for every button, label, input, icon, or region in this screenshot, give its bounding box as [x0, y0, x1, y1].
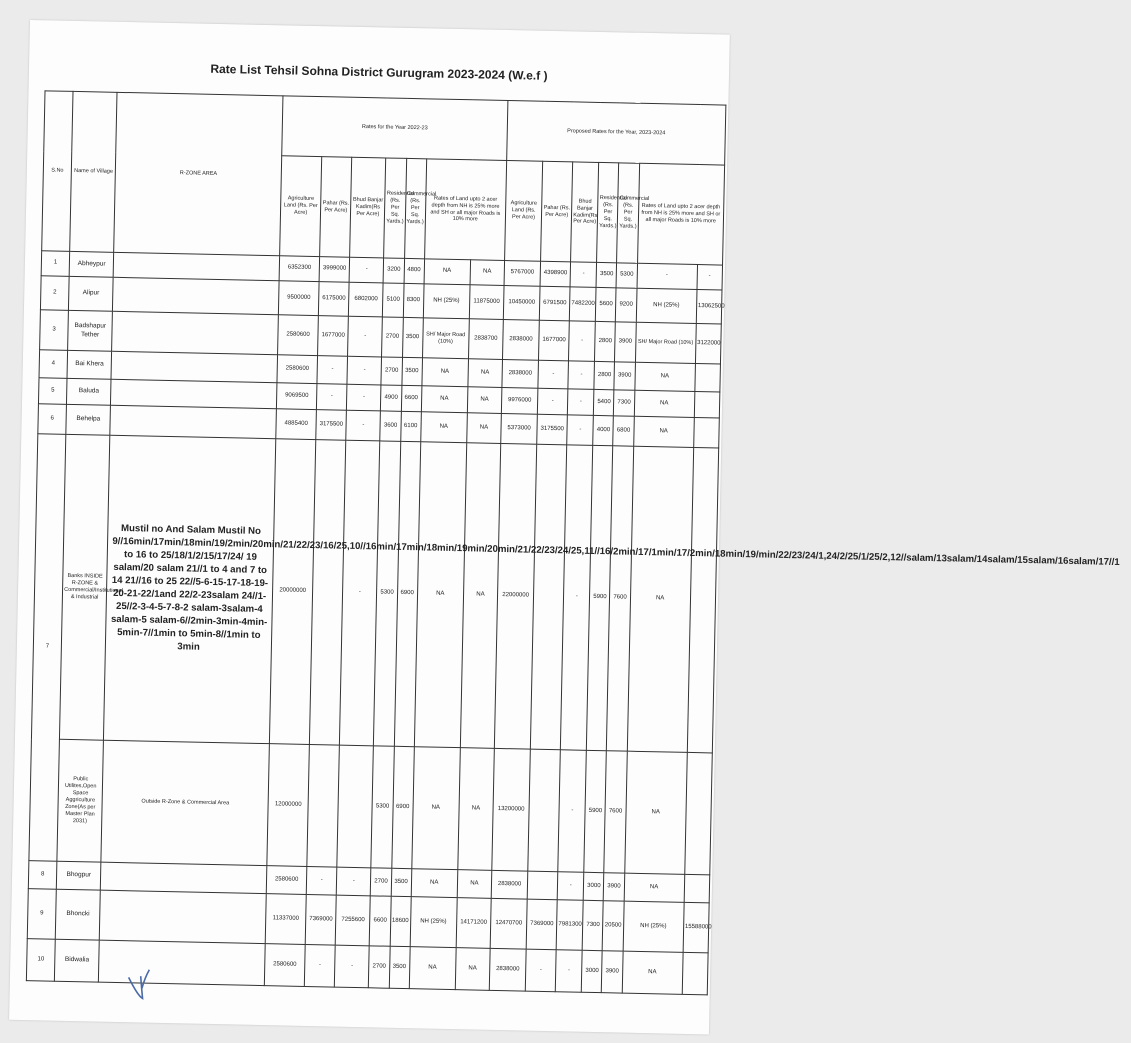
page-title: Rate List Tehsil Sohna District Gurugram 2023-2024 (W.e.f )	[210, 61, 548, 83]
cell-pahar: -	[317, 384, 348, 411]
cell-pahar: -	[306, 866, 337, 895]
cell-sno: 8	[28, 861, 57, 890]
cell-agri: 2580600	[278, 315, 319, 356]
cell-r2: 14171200	[456, 898, 491, 949]
cell-p-agri: 2838000	[489, 948, 526, 991]
cell-bhud: -	[348, 316, 383, 357]
document-page	[9, 20, 1120, 1034]
cell-p-r1: NA	[634, 390, 695, 417]
cell-p-comm: 3900	[602, 951, 623, 993]
cell-comm: 3500	[391, 868, 412, 896]
cell-sno: 5	[38, 378, 67, 405]
cell-p-resi: 5400	[594, 389, 615, 415]
cell-r1: NA	[411, 869, 458, 898]
header-proposed-rates: Proposed Rates for the Year, 2023-2024	[507, 101, 726, 166]
cell-p-comm: 5300	[616, 263, 637, 288]
header-pahar: Pahar (Rs. Per Acre)	[320, 157, 352, 258]
cell-comm: 6900	[391, 746, 414, 868]
cell-p-agri: 2838000	[491, 870, 528, 899]
cell-r2: NA	[470, 260, 505, 286]
cell-p-r1: NA	[622, 951, 683, 994]
cell-comm: 18600	[390, 896, 411, 946]
cell-comm: 3500	[389, 946, 410, 988]
cell-p-comm: 3900	[615, 322, 636, 362]
cell-p-r2	[687, 447, 719, 752]
cell-comm: 6900	[394, 441, 420, 746]
cell-p-resi: 3000	[582, 950, 603, 992]
header-p-upto-2-acre: Rates of Land upto 2 acer depth from NH is 25% more and SH or all major Roads is 10% more	[637, 163, 725, 265]
cell-sno: 6	[38, 404, 67, 435]
cell-sno: 1	[41, 251, 70, 277]
cell-agri: 2580600	[264, 944, 305, 987]
cell-village: Bhogpur	[56, 861, 101, 890]
cell-resi: 6600	[370, 896, 391, 946]
cell-pahar: 3175500	[316, 410, 347, 441]
cell-rzone	[101, 862, 267, 893]
header-sno: S.No	[42, 91, 73, 252]
cell-rzone-mustil: Mustil no And Salam Mustil No 9//16min/17min/18min/19/2min/20min/21/22/23/16/25,10//16min/17min/18min/19min/20min/21/22/23/24/25,11//16/2min/17/1min/17/2min/18min/19/min/22/23/24/1,24/2/25/1/25/2,12//salam/13salam/14salam/15salam/16salam/17//1 to 16 to 25/18/1/2/15/17/24/ 19 salam/20 salam 21//1 to 4 and 7 to 14 21//16 to 25 22//5-6-15-17-18-19-20-21-22/1and 22/2-23salam 24//1-25//2-3-4-5-7-8-2 salam-3salam-4 salam-5 salam-6//2min-3min-4min-5min-7//1min to 5min-8//1min to 3min	[104, 435, 276, 743]
header-resi: Residential (Rs. Per Sq. Yards.)	[384, 158, 406, 258]
table-row-7b	[29, 739, 712, 875]
cell-p-r2: 13062500	[696, 290, 722, 325]
cell-p-pahar: 7369000	[526, 899, 557, 950]
cell-p-resi: 7300	[582, 900, 603, 950]
cell-village: Bai Khera	[67, 350, 112, 379]
cell-p-r2: 15588000	[683, 902, 709, 953]
cell-r2: NA	[457, 870, 492, 899]
cell-pahar: 6175000	[319, 282, 350, 317]
cell-r1: NA	[411, 747, 460, 870]
cell-p-resi: 4000	[593, 415, 614, 445]
cell-r1: NA	[424, 259, 471, 285]
cell-r1: NA	[422, 358, 469, 387]
cell-r1: NA	[409, 947, 456, 990]
cell-comm: 3500	[401, 357, 422, 385]
cell-r2: NA	[467, 387, 502, 414]
cell-rzone	[110, 405, 276, 438]
cell-p-resi: 5900	[584, 750, 607, 872]
cell-p-bhud: -	[561, 445, 593, 750]
cell-p-r2: 3122000	[695, 324, 721, 365]
header-p-bhud: Bhud Banjar Kadim(Rs Per Acre)	[571, 162, 599, 263]
cell-p-pahar: 4398900	[540, 261, 571, 287]
cell-p-pahar: -	[538, 360, 569, 389]
cell-resi: 2700	[371, 868, 392, 896]
cell-village: Badshapur Tether	[68, 310, 113, 351]
cell-rzone	[112, 311, 279, 354]
cell-p-bhud: -	[569, 321, 596, 362]
cell-p-resi: 5900	[587, 445, 613, 750]
cell-r2: NA	[468, 359, 503, 388]
cell-rzone	[100, 890, 267, 943]
cell-r2: 2838700	[468, 319, 503, 360]
cell-pahar: -	[304, 944, 335, 987]
cell-rzone	[111, 379, 277, 408]
cell-r1: NA	[420, 412, 467, 443]
cell-p-bhud: -	[567, 415, 594, 446]
cell-p-bhud: 7482200	[570, 287, 597, 322]
cell-bhud: 6802000	[349, 282, 384, 317]
cell-r2: NA	[458, 748, 495, 871]
cell-p-resi: 2800	[595, 321, 616, 361]
cell-village: Abheypur	[69, 251, 114, 277]
header-row-1	[44, 91, 726, 165]
cell-p-comm: 9200	[616, 288, 637, 322]
cell-p-comm: 7300	[614, 390, 635, 416]
cell-village: Baluda	[67, 378, 112, 405]
cell-p-bhud: -	[556, 950, 583, 993]
cell-p-agri: 2838000	[502, 359, 539, 388]
cell-resi: 5300	[371, 746, 394, 868]
cell-p-pahar: -	[525, 949, 556, 992]
cell-r2: NA	[467, 413, 502, 444]
cell-r1: SH/ Major Road (10%)	[422, 318, 469, 359]
cell-sno: 3	[40, 310, 69, 351]
table-row-7a	[31, 434, 718, 753]
cell-agri: 4885400	[276, 409, 317, 440]
cell-p-resi: 3000	[584, 872, 605, 900]
cell-p-resi: 2800	[594, 361, 615, 389]
cell-r1: NA	[414, 442, 467, 748]
cell-p-r2	[682, 952, 708, 995]
cell-agri: 9069500	[276, 383, 317, 410]
cell-p-agri: 9976000	[501, 387, 538, 414]
header-p-resi: Residential (Rs. Per Sq. Yards.)	[597, 162, 619, 262]
cell-p-pahar: 3175500	[537, 414, 568, 445]
cell-p-r2	[695, 364, 721, 393]
cell-village: Bhoncki	[55, 889, 100, 940]
header-upto-2-acre: Rates of Land upto 2 acer depth from NH is 25% more and SH or all major Roads is 10% more	[424, 159, 506, 261]
cell-sno: 10	[26, 939, 55, 982]
cell-p-resi: 3500	[596, 262, 617, 287]
rate-table	[26, 90, 1120, 995]
cell-p-r2	[693, 417, 719, 448]
cell-r1: NH (25%)	[423, 284, 470, 319]
cell-p-comm: 20500	[603, 901, 624, 951]
cell-resi: 5300	[374, 441, 400, 746]
header-p-pahar: Pahar (Rs. Per Acre)	[541, 161, 573, 262]
cell-rzone	[113, 277, 279, 314]
cell-comm: 4800	[404, 258, 425, 283]
cell-bhud: -	[337, 867, 372, 896]
cell-r1: NH (25%)	[410, 897, 457, 948]
cell-p-r1: NA	[627, 446, 694, 752]
cell-bhud: -	[347, 384, 382, 411]
cell-comm: 8300	[403, 283, 424, 317]
cell-p-bhud: 7981300	[556, 900, 583, 951]
cell-bhud	[337, 745, 374, 868]
cell-p-bhud: -	[557, 872, 584, 901]
cell-rzone	[111, 351, 277, 382]
cell-village: Alipur	[69, 276, 114, 311]
cell-p-r2: -	[697, 265, 723, 291]
cell-rzone	[113, 252, 279, 280]
cell-pahar: 1677000	[318, 316, 349, 357]
header-agri: Agriculture Land (Rs. Per Acre)	[280, 156, 322, 257]
cell-sno: 9	[27, 889, 56, 940]
cell-r1: NA	[421, 386, 468, 413]
cell-bhud: -	[335, 945, 370, 988]
cell-resi: 4900	[381, 385, 402, 411]
cell-p-agri: 22000000	[494, 443, 537, 749]
cell-resi: 5100	[383, 283, 404, 317]
cell-comm: 6600	[401, 385, 422, 411]
cell-p-agri: 13200000	[492, 748, 531, 871]
cell-p-r1: NA	[624, 751, 687, 874]
cell-sno: 7	[29, 434, 66, 861]
header-current-rates: Rates for the Year 2022-23	[282, 96, 508, 161]
cell-p-r1: SH/ Major Road (10%)	[635, 322, 696, 363]
cell-p-bhud: -	[558, 750, 587, 873]
cell-p-pahar	[527, 871, 558, 900]
cell-p-agri: 12470700	[490, 898, 527, 949]
cell-agri: 2580600	[266, 866, 307, 895]
cell-p-comm: 7600	[607, 446, 633, 751]
cell-village: Bidwalia	[54, 939, 99, 982]
cell-p-r1: NA	[634, 362, 695, 391]
header-rzone: R-ZONE AREA	[114, 92, 283, 255]
cell-p-r2	[694, 392, 720, 419]
cell-village: Public Utilites,Open Space Aggriculture Zone(As per Master Plan 2031)	[57, 739, 104, 862]
cell-pahar: -	[317, 356, 348, 385]
cell-p-agri: 5767000	[504, 260, 541, 286]
cell-p-comm: 6800	[613, 416, 634, 446]
cell-p-r2	[684, 874, 710, 903]
header-p-comm: Commercial (Rs. Per Sq. Yards.)	[617, 163, 639, 263]
header-p-agri: Agriculture Land (Rs. Per Acre)	[505, 161, 543, 262]
cell-agri: 6352300	[279, 256, 320, 282]
cell-sno: 2	[40, 276, 69, 311]
cell-comm: 6100	[400, 411, 421, 441]
cell-p-r2	[685, 752, 713, 875]
cell-p-bhud: -	[568, 389, 595, 416]
cell-resi: 3600	[380, 411, 401, 441]
cell-p-r1: -	[637, 263, 698, 289]
cell-bhud: 7255600	[335, 895, 370, 946]
cell-p-r1: NH (25%)	[623, 901, 684, 952]
cell-agri: 11337000	[265, 894, 306, 945]
cell-rzone	[99, 940, 266, 985]
cell-resi: 2700	[382, 317, 403, 357]
cell-p-pahar	[528, 749, 561, 872]
cell-p-r1: NH (25%)	[636, 288, 697, 323]
cell-agri: 9500000	[278, 281, 319, 316]
cell-pahar	[307, 745, 340, 868]
cell-resi: 2700	[369, 946, 390, 988]
cell-bhud: -	[346, 410, 381, 441]
header-bhud: Bhud Banjar Kadim(Rs Per Acre)	[350, 157, 386, 258]
cell-bhud: -	[347, 356, 382, 385]
cell-pahar: 3999000	[319, 257, 350, 283]
cell-p-bhud: -	[570, 262, 597, 288]
cell-p-comm: 7600	[604, 751, 627, 873]
cell-resi: 2700	[381, 357, 402, 385]
cell-bhud: -	[349, 257, 384, 283]
cell-p-resi: 5600	[596, 287, 617, 321]
cell-agri: 20000000	[269, 439, 316, 745]
cell-village: Banks INSIDE R-ZONE & Commercial/Institutional & Industrial	[60, 434, 111, 740]
cell-p-comm: 3900	[614, 362, 635, 390]
cell-sno: 4	[39, 350, 68, 379]
cell-p-pahar: 1677000	[539, 320, 570, 361]
cell-agri: 2580600	[277, 355, 318, 384]
cell-village: Behelpa	[66, 404, 111, 435]
cell-resi: 3200	[384, 258, 405, 283]
cell-p-agri: 2838000	[502, 319, 539, 360]
cell-r2: NA	[460, 443, 501, 749]
cell-p-r1: NA	[624, 873, 685, 902]
cell-rzone: Outside R-Zone & Commercial Area	[101, 740, 269, 865]
cell-p-r1: NA	[633, 416, 694, 447]
cell-p-agri: 10450000	[503, 285, 540, 320]
cell-p-bhud: -	[568, 361, 595, 390]
cell-agri: 12000000	[267, 744, 310, 867]
header-village: Name of Village	[70, 91, 118, 252]
cell-bhud: -	[340, 440, 381, 746]
cell-pahar: 7369000	[305, 894, 336, 945]
cell-r2: NA	[455, 948, 490, 991]
cell-p-agri: 5373000	[501, 413, 538, 444]
cell-p-pahar: 6791500	[539, 286, 570, 321]
cell-comm: 3500	[402, 317, 423, 357]
cell-r2: 11875000	[469, 285, 504, 320]
header-comm: Commercial (Rs. Per Sq. Yards.)	[404, 158, 426, 258]
cell-p-pahar: -	[537, 388, 568, 415]
cell-p-comm: 3900	[604, 873, 625, 901]
